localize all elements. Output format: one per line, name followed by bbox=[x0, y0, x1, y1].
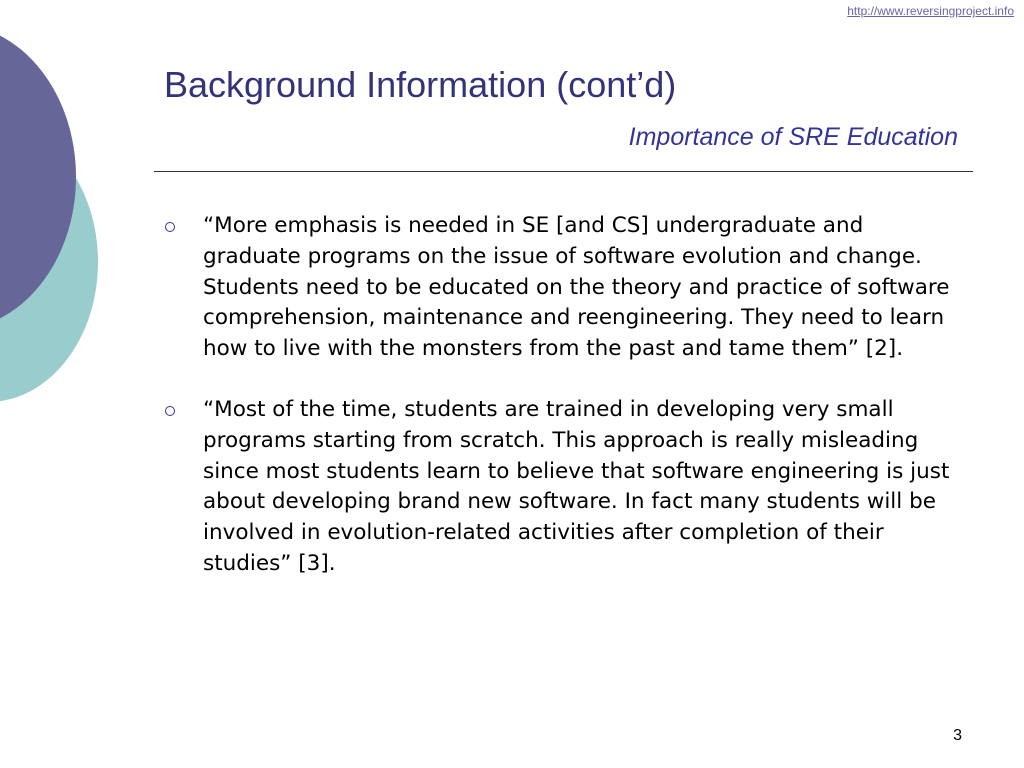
title-divider bbox=[154, 171, 973, 172]
hollow-circle-bullet-icon bbox=[165, 406, 175, 416]
header-url-link[interactable]: http://www.reversingproject.info bbox=[847, 4, 1014, 18]
hollow-circle-bullet-icon bbox=[165, 222, 175, 232]
bullet-list bbox=[164, 211, 964, 610]
bullet-item bbox=[164, 395, 964, 580]
bullet-text: “More emphasis is needed in SE [and CS] undergraduate and graduate programs on the issue of software evolution and change. Students need to be educated on the theory and practice of software comprehension, maintenance and reengineering. They need to learn how to live with the monsters from the past and tame them” [2]. bbox=[203, 213, 950, 362]
slide-title: Background Information (cont’d) bbox=[164, 64, 677, 105]
slide-subtitle: Importance of SRE Education bbox=[628, 123, 958, 151]
bullet-text: “Most of the time, students are trained in developing very small programs starting from scratch. This approach is really misleading since most students learn to believe that software engineering is just about developing brand new software. In fact many students will be involved in evolution-related activities after completion of their studies” [3]. bbox=[203, 396, 950, 576]
page-number: 3 bbox=[953, 727, 962, 744]
bullet-item bbox=[164, 211, 964, 365]
